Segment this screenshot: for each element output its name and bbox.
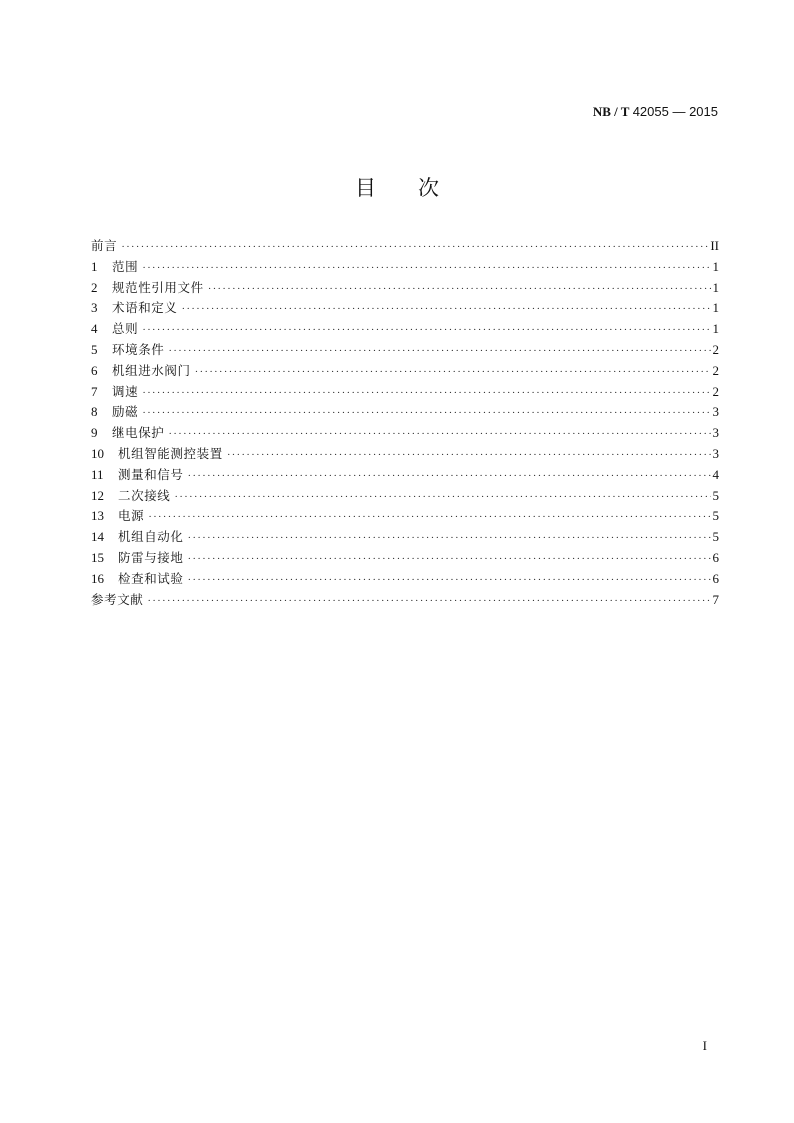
leader-dots <box>188 570 711 591</box>
toc-page: 2 <box>712 341 719 357</box>
standard-prefix: NB / T <box>592 104 630 119</box>
leader-dots <box>121 237 708 258</box>
toc-number: 8 <box>91 404 98 420</box>
leader-dots <box>142 258 710 279</box>
toc-title: 测量和信号 <box>118 466 184 482</box>
toc-number: 7 <box>91 383 98 399</box>
leader-dots <box>168 341 710 362</box>
toc-page: 1 <box>712 321 719 337</box>
toc-number: 4 <box>91 321 98 337</box>
toc-entry[interactable] <box>91 548 719 569</box>
toc-number: 6 <box>91 362 98 378</box>
toc-entry-foreword[interactable] <box>91 236 719 257</box>
toc-entry[interactable] <box>91 402 719 423</box>
leader-dots <box>227 445 711 466</box>
toc-page: II <box>710 238 719 253</box>
toc-entry[interactable] <box>91 569 719 590</box>
toc-title: 范围 <box>112 258 139 274</box>
table-of-contents <box>91 236 719 610</box>
toc-number: 9 <box>91 425 98 441</box>
toc-title: 调速 <box>112 383 139 399</box>
toc-title: 继电保护 <box>112 425 165 441</box>
toc-title: 二次接线 <box>118 487 171 503</box>
toc-page: 5 <box>712 529 719 545</box>
toc-number: 13 <box>91 508 104 524</box>
toc-title: 检查和试验 <box>118 570 184 586</box>
toc-entry[interactable] <box>91 486 719 507</box>
leader-dots <box>142 383 710 404</box>
toc-page: 4 <box>712 466 719 482</box>
toc-title: 防雷与接地 <box>118 549 184 565</box>
leader-dots <box>142 320 710 341</box>
toc-title: 总则 <box>112 321 139 337</box>
leader-dots <box>142 403 710 424</box>
title-char-2: 次 <box>418 176 439 200</box>
toc-page: 3 <box>712 404 719 420</box>
toc-entry[interactable] <box>91 506 719 527</box>
toc-entry[interactable] <box>91 527 719 548</box>
leader-dots <box>182 299 711 320</box>
toc-entry[interactable] <box>91 319 719 340</box>
toc-entry[interactable] <box>91 340 719 361</box>
toc-page: 5 <box>712 508 719 524</box>
toc-number: 16 <box>91 570 104 586</box>
toc-page: 3 <box>712 425 719 441</box>
toc-entry-references[interactable] <box>91 590 719 611</box>
toc-entry[interactable] <box>91 465 719 486</box>
leader-dots <box>208 279 711 300</box>
standard-number: 42055 — 2015 <box>632 104 718 119</box>
toc-number: 1 <box>91 258 98 274</box>
toc-number: 5 <box>91 341 98 357</box>
toc-title: 环境条件 <box>112 341 165 357</box>
toc-page: 5 <box>712 487 719 503</box>
leader-dots <box>174 487 710 508</box>
toc-number: 15 <box>91 549 104 565</box>
toc-number: 12 <box>91 487 104 503</box>
leader-dots <box>188 549 711 570</box>
toc-title: 机组进水阀门 <box>112 362 191 378</box>
toc-number: 14 <box>91 529 104 545</box>
toc-title: 机组智能测控装置 <box>118 445 223 461</box>
toc-page: 6 <box>712 549 719 565</box>
standard-code <box>593 104 718 120</box>
leader-dots <box>188 466 711 487</box>
toc-page: 7 <box>712 591 719 607</box>
toc-page: 2 <box>712 383 719 399</box>
toc-page: 1 <box>712 258 719 274</box>
page-number: I <box>702 1038 707 1053</box>
toc-title: 机组自动化 <box>118 529 184 545</box>
toc-title: 规范性引用文件 <box>112 279 204 295</box>
toc-page: 3 <box>712 445 719 461</box>
toc-entry[interactable] <box>91 361 719 382</box>
toc-page: 1 <box>712 279 719 295</box>
toc-title: 参考文献 <box>91 591 144 607</box>
toc-number: 11 <box>91 466 104 482</box>
leader-dots <box>147 591 710 612</box>
toc-entry[interactable] <box>91 298 719 319</box>
toc-page: 2 <box>712 362 719 378</box>
page-title <box>0 172 794 202</box>
toc-entry[interactable] <box>91 257 719 278</box>
title-char-1: 目 <box>355 176 376 200</box>
toc-entry[interactable] <box>91 423 719 444</box>
toc-entry[interactable] <box>91 382 719 403</box>
toc-title: 励磁 <box>112 404 139 420</box>
toc-entry[interactable] <box>91 278 719 299</box>
toc-number: 3 <box>91 300 98 316</box>
leader-dots <box>188 528 711 549</box>
toc-number: 2 <box>91 279 98 295</box>
toc-title: 电源 <box>118 508 145 524</box>
toc-title: 术语和定义 <box>112 300 178 316</box>
toc-page: 1 <box>712 300 719 316</box>
toc-title: 前言 <box>91 238 118 253</box>
leader-dots <box>195 362 711 383</box>
toc-entry[interactable] <box>91 444 719 465</box>
toc-page: 6 <box>712 570 719 586</box>
leader-dots <box>168 424 710 445</box>
leader-dots <box>148 507 710 528</box>
toc-number: 10 <box>91 445 104 461</box>
